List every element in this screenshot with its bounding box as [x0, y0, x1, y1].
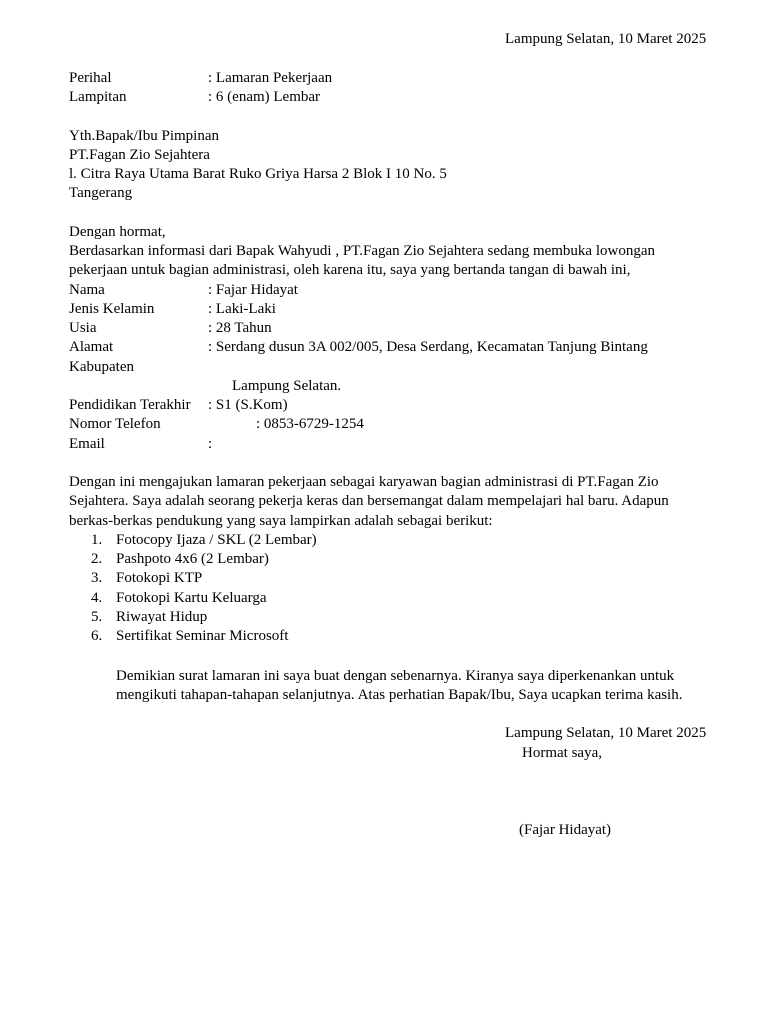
nama-label: Nama [69, 282, 105, 298]
signature-name: (Fajar Hidayat) [519, 822, 612, 838]
intro-line-2: pekerjaan untuk bagian administrasi, oleh karena itu, saya yang bertanda tangan di bawah ini, [69, 262, 631, 278]
list-item-number: 3. [91, 570, 103, 586]
alamat-wrap-2: Lampung Selatan. [232, 378, 342, 394]
letter-date-bottom: Lampung Selatan, 10 Maret 2025 [505, 725, 707, 741]
list-item: Sertifikat Seminar Microsoft [116, 628, 289, 644]
recipient-line-1: Yth.Bapak/Ibu Pimpinan [69, 128, 219, 144]
list-item-number: 2. [91, 551, 103, 567]
body-line-3: berkas-berkas pendukung yang saya lampirkan adalah sebagai berikut: [69, 513, 493, 529]
list-item: Pashpoto 4x6 (2 Lembar) [116, 551, 269, 567]
jenis-kelamin-label: Jenis Kelamin [69, 301, 155, 317]
list-item: Fotokopi KTP [116, 570, 203, 586]
list-item: Riwayat Hidup [116, 609, 208, 625]
salutation: Dengan hormat, [69, 224, 166, 240]
perihal-value: : Lamaran Pekerjaan [208, 70, 333, 86]
recipient-line-2: PT.Fagan Zio Sejahtera [69, 147, 210, 163]
email-value: : [208, 436, 213, 452]
alamat-wrap-1: Kabupaten [69, 359, 134, 375]
list-item-number: 6. [91, 628, 103, 644]
list-item-number: 1. [91, 532, 103, 548]
list-item-number: 5. [91, 609, 103, 625]
lampiran-label: Lampitan [69, 89, 127, 105]
alamat-label: Alamat [69, 339, 114, 355]
body-line-1: Dengan ini mengajukan lamaran pekerjaan sebagai karyawan bagian administrasi di PT.Fagan Zio [69, 474, 659, 490]
intro-line-1: Berdasarkan informasi dari Bapak Wahyudi , PT.Fagan Zio Sejahtera sedang membuka lowongan [69, 243, 655, 259]
body-line-2: Sejahtera. Saya adalah seorang pekerja keras dan bersemangat dalam mempelajari hal baru. Adapun [69, 493, 669, 509]
closing-line-2: mengikuti tahapan-tahapan selanjutnya. Atas perhatian Bapak/Ibu, Saya ucapkan terima kasih. [116, 687, 683, 703]
letter-date-top: Lampung Selatan, 10 Maret 2025 [505, 31, 707, 47]
recipient-line-4: Tangerang [69, 185, 133, 201]
list-item: Fotocopy Ijaza / SKL (2 Lembar) [116, 532, 317, 548]
alamat-value: : Serdang dusun 3A 002/005, Desa Serdang, Kecamatan Tanjung Bintang [208, 339, 648, 355]
pendidikan-value: : S1 (S.Kom) [208, 397, 288, 413]
telefon-value: : 0853-6729-1254 [256, 416, 364, 432]
lampiran-value: : 6 (enam) Lembar [208, 89, 321, 105]
closing-line-1: Demikian surat lamaran ini saya buat dengan sebenarnya. Kiranya saya diperkenankan untuk [116, 668, 675, 684]
telefon-label: Nomor Telefon [69, 416, 161, 432]
regards-text: Hormat saya, [522, 745, 602, 761]
jenis-kelamin-value: : Laki-Laki [208, 301, 276, 317]
perihal-label: Perihal [69, 70, 112, 86]
list-item-number: 4. [91, 590, 103, 606]
recipient-line-3: l. Citra Raya Utama Barat Ruko Griya Harsa 2 Blok I 10 No. 5 [69, 166, 447, 182]
usia-value: : 28 Tahun [208, 320, 272, 336]
pendidikan-label: Pendidikan Terakhir [69, 397, 191, 413]
usia-label: Usia [69, 320, 97, 336]
list-item: Fotokopi Kartu Keluarga [116, 590, 267, 606]
nama-value: : Fajar Hidayat [208, 282, 298, 298]
email-label: Email [69, 436, 105, 452]
